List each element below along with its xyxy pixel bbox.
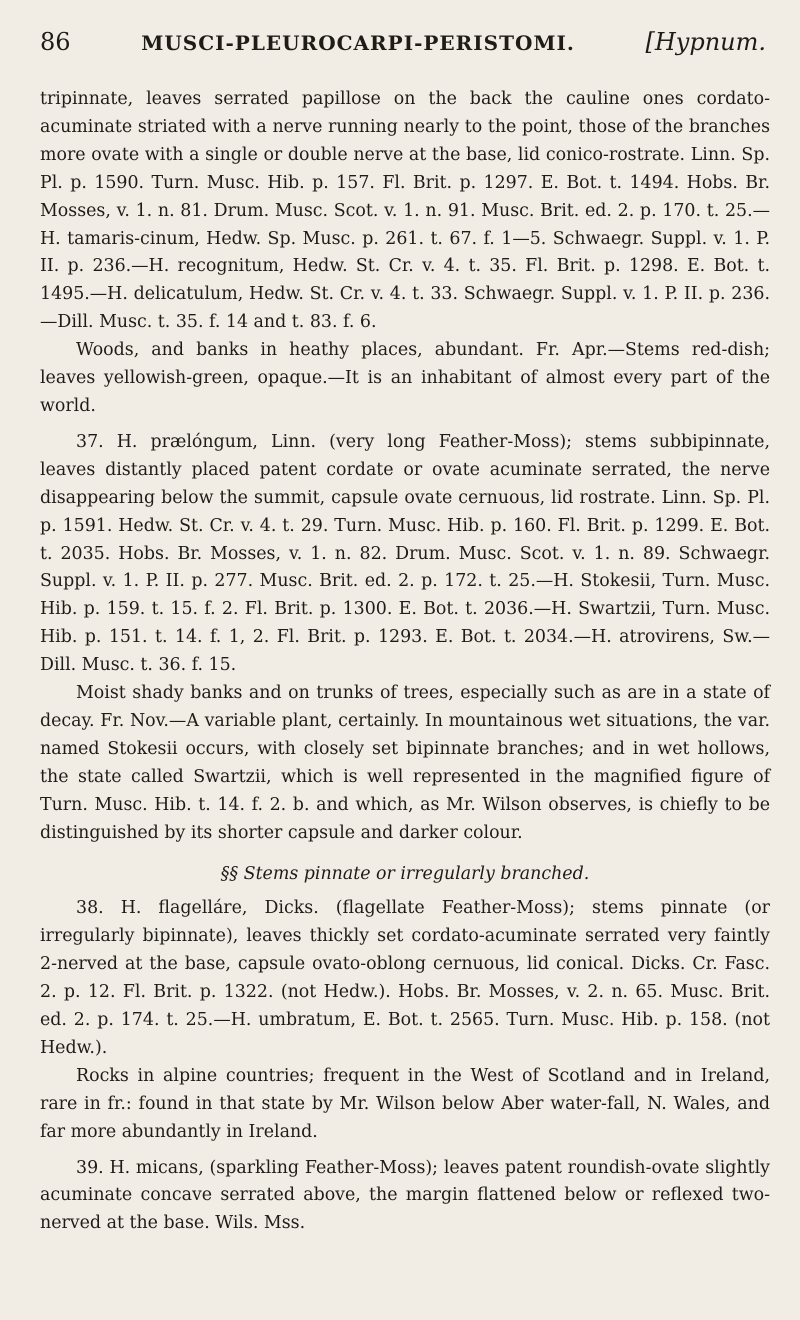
- running-header: [40, 28, 766, 62]
- page-body: [40, 86, 770, 1238]
- running-title: MUSCI-PLEUROCARPI-PERISTOMI.: [141, 31, 575, 55]
- paragraph-habitat-moist-banks: Moist shady banks and on trunks of trees, especially such as are in a state of decay. Fr. Nov.—A variable plant, certainly. In mountainous wet situations, the var. named Stokesii occurs, with closely set bipinnate branches; and in wet hollows, the state called Swartzii, which is well represented in the magnified figure of Turn. Musc. Hib. t. 14. f. 2. b. and which, as Mr. Wilson observes, is chiefly to be distinguished by its shorter capsule and darker colour.: [40, 683, 770, 843]
- paragraph-species-39: 39. H. micans, (sparkling Feather-Moss); leaves patent roundish-ovate slightly acuminate concave serrated above, the margin flattened below or reflexed two-nerved at the base. Wils. Mss.: [40, 1157, 770, 1234]
- paragraph-species-37: 37. H. prælóngum, Linn. (very long Feather-Moss); stems subbipinnate, leaves distantly placed patent cordate or ovate acuminate serrated, the nerve disappearing below the summit, capsule ovate cernuous, lid rostrate. Linn. Sp. Pl. p. 1591. Hedw. St. Cr. v. 4. t. 29. Turn. Musc. Hib. p. 160. Fl. Brit. p. 1299. E. Bot. t. 2035. Hobs. Br. Mosses, v. 1. n. 82. Drum. Musc. Scot. v. 1. n. 89. Schwaegr. Suppl. v. 1. P. II. p. 277. Musc. Brit. ed. 2. p. 172. t. 25.—H. Stokesii, Turn. Musc. Hib. p. 159. t. 15. f. 2. Fl. Brit. p. 1300. E. Bot. t. 2036.—H. Swartzii, Turn. Musc. Hib. p. 151. t. 14. f. 1, 2. Fl. Brit. p. 1293. E. Bot. t. 2034.—H. atrovirens, Sw.—Dill. Musc. t. 36. f. 15.: [40, 431, 770, 676]
- page-number: 86: [40, 28, 71, 56]
- paragraph-tripinnate-description: tripinnate, leaves serrated papillose on the back the cauline ones cordato-acuminate striated with a nerve running nearly to the point, those of the branches more ovate with a single or double nerve at the base, lid conico-rostrate. Linn. Sp. Pl. p. 1590. Turn. Musc. Hib. p. 157. Fl. Brit. p. 1297. E. Bot. t. 1494. Hobs. Br. Mosses, v. 1. n. 81. Drum. Musc. Scot. v. 1. n. 91. Musc. Brit. ed. 2. p. 170. t. 25.—H. tamaris-cinum, Hedw. Sp. Musc. p. 261. t. 67. f. 1—5. Schwaegr. Suppl. v. 1. P. II. p. 236.—H. recognitum, Hedw. St. Cr. v. 4. t. 35. Fl. Brit. p. 1298. E. Bot. t. 1495.—H. delicatulum, Hedw. St. Cr. v. 4. t. 33. Schwaegr. Suppl. v. 1. P. II. p. 236.—Dill. Musc. t. 35. f. 14 and t. 83. f. 6.: [40, 89, 770, 333]
- section-heading: §§ Stems pinnate or irregularly branched.: [220, 864, 590, 885]
- paragraph-habitat-rocks: Rocks in alpine countries; frequent in the West of Scotland and in Ireland, rare in fr.: found in that state by Mr. Wilson below Aber water-fall, N. Wales, and far more abundantly in Ireland.: [40, 1065, 770, 1142]
- genus-label: [Hypnum.: [645, 28, 766, 56]
- paragraph-habitat-woods: Woods, and banks in heathy places, abundant. Fr. Apr.—Stems red-dish; leaves yellowish-green, opaque.—It is an inhabitant of almost every part of the world.: [40, 340, 770, 416]
- paragraph-species-38: 38. H. flagelláre, Dicks. (flagellate Feather-Moss); stems pinnate (or irregularly bipinnate), leaves thickly set cordato-acuminate serrated very faintly 2-nerved at the base, capsule ovato-oblong cernuous, lid conical. Dicks. Cr. Fasc. 2. p. 12. Fl. Brit. p. 1322. (not Hedw.). Hobs. Br. Mosses, v. 2. n. 65. Musc. Brit. ed. 2. p. 174. t. 25.—H. umbratum, E. Bot. t. 2565. Turn. Musc. Hib. p. 158. (not Hedw.).: [40, 898, 770, 1058]
